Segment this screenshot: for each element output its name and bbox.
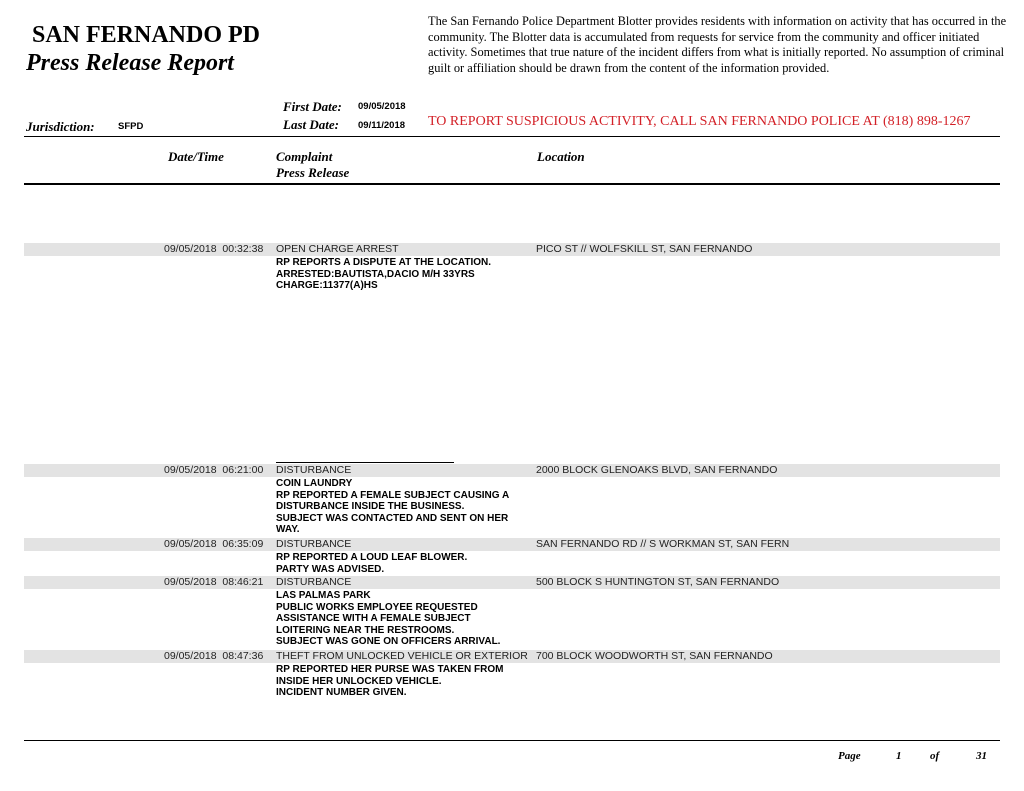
entry-complaint: DISTURBANCE bbox=[276, 464, 352, 476]
narrative-line: SUBJECT WAS CONTACTED AND SENT ON HER bbox=[276, 512, 509, 524]
entry-date: 09/05/2018 bbox=[164, 576, 217, 588]
narrative-line: INSIDE HER UNLOCKED VEHICLE. bbox=[276, 675, 442, 687]
entry-date: 09/05/2018 bbox=[164, 538, 217, 550]
entry-location: 2000 BLOCK GLENOAKS BLVD, SAN FERNANDO bbox=[536, 464, 778, 476]
narrative-line: INCIDENT NUMBER GIVEN. bbox=[276, 687, 407, 698]
narrative-line: WAY. bbox=[276, 524, 300, 535]
column-header-divider bbox=[24, 183, 1000, 185]
disclaimer-text: The San Fernando Police Department Blotter provides residents with information on activity that has occurred in the community. The Blotter data is accumulated from requests for service from the community and officer initiated activity. Sometimes that true nature of the incident differs from what is initially reported. No assumption of criminal guilt or affiliation should be drawn from the content of the information provided. bbox=[428, 14, 1007, 75]
entry-time: 08:46:21 bbox=[222, 576, 264, 588]
entry-location: PICO ST // WOLFSKILL ST, SAN FERNANDO bbox=[536, 243, 753, 255]
page-label: Page bbox=[838, 750, 861, 762]
jurisdiction-label: Jurisdiction: bbox=[26, 119, 95, 134]
entry-complaint: THEFT FROM UNLOCKED VEHICLE OR EXTERIOR bbox=[276, 650, 528, 662]
narrative-line: RP REPORTS A DISPUTE AT THE LOCATION. bbox=[276, 257, 492, 268]
entry-time: 06:21:00 bbox=[222, 464, 264, 476]
entry-complaint: OPEN CHARGE ARREST bbox=[276, 243, 399, 255]
page-total: 31 bbox=[976, 750, 987, 762]
entry-datetime bbox=[164, 243, 263, 256]
entry-time: 06:35:09 bbox=[222, 538, 264, 550]
entry-press-release bbox=[276, 590, 500, 648]
entry-location: 500 BLOCK S HUNTINGTON ST, SAN FERNANDO bbox=[536, 576, 780, 588]
entry-separator-line bbox=[276, 462, 454, 463]
entry-date: 09/05/2018 bbox=[164, 243, 217, 255]
entry-datetime bbox=[164, 464, 263, 477]
narrative-line: ASSISTANCE WITH A FEMALE SUBJECT bbox=[276, 613, 471, 624]
entry-press-release bbox=[276, 257, 491, 292]
footer-divider bbox=[24, 740, 1000, 741]
jurisdiction-value: SFPD bbox=[118, 121, 144, 132]
org-title: SAN FERNANDO PD bbox=[32, 22, 260, 48]
narrative-line: PUBLIC WORKS EMPLOYEE REQUESTED bbox=[276, 601, 478, 613]
narrative-line: RP REPORTED A LOUD LEAF BLOWER. bbox=[276, 552, 468, 563]
of-label: of bbox=[930, 750, 940, 762]
column-header-press-release: Press Release bbox=[276, 165, 350, 180]
narrative-line: ARRESTED:BAUTISTA,DACIO M/H 33YRS bbox=[276, 268, 475, 280]
entry-press-release bbox=[276, 664, 503, 699]
entry-datetime bbox=[164, 538, 263, 551]
narrative-line: RP REPORTED A FEMALE SUBJECT CAUSING A bbox=[276, 489, 510, 501]
entry-press-release bbox=[276, 552, 467, 575]
narrative-line: RP REPORTED HER PURSE WAS TAKEN FROM bbox=[276, 664, 504, 675]
entry-complaint: DISTURBANCE bbox=[276, 538, 352, 550]
last-date-value: 09/11/2018 bbox=[358, 120, 406, 131]
entry-date: 09/05/2018 bbox=[164, 464, 217, 476]
page-number: 1 bbox=[896, 750, 902, 762]
narrative-line: COIN LAUNDRY bbox=[276, 478, 353, 489]
first-date-value: 09/05/2018 bbox=[358, 101, 406, 112]
report-title: Press Release Report bbox=[26, 50, 234, 76]
last-date-label: Last Date: bbox=[283, 117, 339, 132]
entry-date: 09/05/2018 bbox=[164, 650, 217, 662]
narrative-line: SUBJECT WAS GONE ON OFFICERS ARRIVAL. bbox=[276, 636, 501, 647]
narrative-line: PARTY WAS ADVISED. bbox=[276, 563, 385, 575]
narrative-line: LOITERING NEAR THE RESTROOMS. bbox=[276, 624, 455, 636]
entry-press-release bbox=[276, 478, 509, 536]
suspicious-activity-warning: TO REPORT SUSPICIOUS ACTIVITY, CALL SAN FERNANDO POLICE AT (818) 898-1267 bbox=[428, 114, 971, 129]
entry-datetime bbox=[164, 576, 263, 589]
narrative-line: DISTURBANCE INSIDE THE BUSINESS. bbox=[276, 501, 465, 512]
entry-time: 00:32:38 bbox=[222, 243, 264, 255]
header-divider bbox=[24, 136, 1000, 137]
column-header-complaint: Complaint bbox=[276, 149, 333, 164]
entry-datetime bbox=[164, 650, 263, 663]
narrative-line: LAS PALMAS PARK bbox=[276, 590, 371, 601]
narrative-line: CHARGE:11377(A)HS bbox=[276, 280, 378, 291]
entry-time: 08:47:36 bbox=[222, 650, 264, 662]
entry-location: 700 BLOCK WOODWORTH ST, SAN FERNANDO bbox=[536, 650, 773, 662]
entry-location: SAN FERNANDO RD // S WORKMAN ST, SAN FERN bbox=[536, 538, 790, 550]
column-header-location: Location bbox=[537, 149, 585, 164]
entry-complaint: DISTURBANCE bbox=[276, 576, 352, 588]
first-date-label: First Date: bbox=[283, 99, 342, 114]
column-header-datetime: Date/Time bbox=[168, 149, 224, 164]
